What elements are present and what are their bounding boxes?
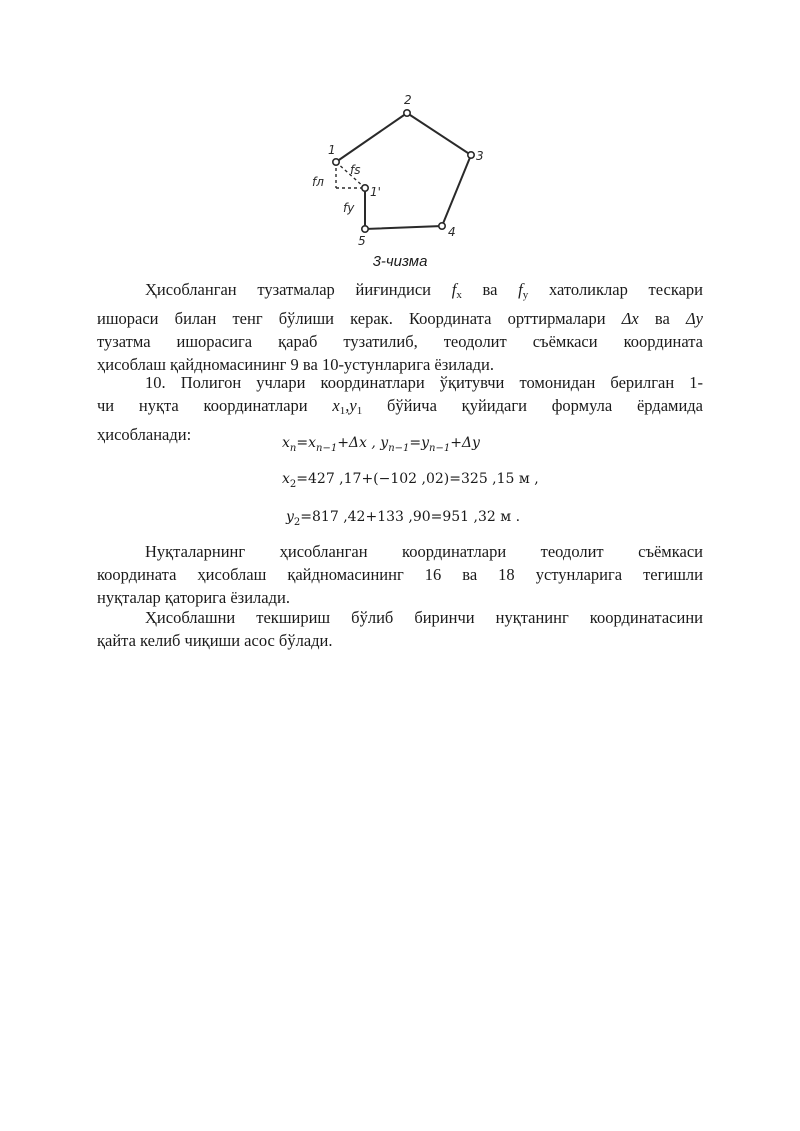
formula-general: $x_n=x_{n-1}+\Delta x$ , $y_{n-1}=y_{n-1}+\Delta y$ <box>282 435 480 454</box>
paragraph-line: 10. Полигон учлари координатлари ўқитувчи томонидан берилган 1- <box>145 373 703 392</box>
station-label-1prime: 1' <box>370 185 381 199</box>
station-label-5: 5 <box>358 234 366 248</box>
formula-x2: $x_2=427$ ,17+(−102 ,02)=325 ,15 м , <box>282 471 539 490</box>
formula-y2: $y_2=817$ ,42+133 ,90=951 ,32 м . <box>286 509 521 528</box>
paragraph-line: ҳисобланади: <box>97 425 192 444</box>
station-label-2: 2 <box>404 93 412 107</box>
paragraph-line: қайта келиб чиқиши асос бўлади. <box>97 631 333 650</box>
misclosure-label-fy: fy <box>343 201 355 215</box>
paragraph-computed-coordinates <box>97 540 703 609</box>
paragraph-line: ишораси билан тенг бўлиши керак. Координата орттирмалари Δx ва Δy <box>97 309 703 328</box>
station-3-marker <box>468 152 474 158</box>
paragraph-check <box>97 606 703 652</box>
paragraph-line: Нуқталарнинг ҳисобланган координатлари теодолит съёмкаси <box>145 542 703 561</box>
station-1prime-marker <box>362 185 368 191</box>
paragraph-line: Ҳисобланган тузатмалар йиғиндиси $f_x$ ва $f_y$ хатоликлар тескари <box>145 280 703 301</box>
paragraph-line: координата ҳисоблаш қайдномасининг 16 ва 18 устунларига тегишли <box>97 565 703 584</box>
paragraph-line: нуқталар қаторига ёзилади. <box>97 588 290 607</box>
station-5-marker <box>362 226 368 232</box>
station-4-marker <box>439 223 445 229</box>
figure-caption: 3-чизма <box>372 253 428 270</box>
station-2-marker <box>404 110 410 116</box>
misclosure-label-fx: fл <box>312 175 324 189</box>
paragraph-line: Ҳисоблашни текшириш бўлиб биринчи нуқтанинг координатасини <box>145 608 703 627</box>
paragraph-line: чи нуқта координатлари $x_1,y_1$ бўйича қуйидаги формула ёрдамида <box>97 396 704 417</box>
paragraph-line: тузатма ишорасига қараб тузатилиб, теодолит съёмкаси координата <box>97 332 703 351</box>
station-label-4: 4 <box>448 225 456 239</box>
station-label-3: 3 <box>476 149 484 163</box>
paragraph-line: ҳисоблаш қайдномасининг 9 ва 10-устунларига ёзилади. <box>97 355 495 374</box>
station-1-marker <box>333 159 339 165</box>
station-label-1: 1 <box>328 143 336 157</box>
misclosure-label-fs: fs <box>350 163 361 177</box>
polygon-figure <box>300 92 500 252</box>
paragraph-corrections <box>97 278 703 376</box>
